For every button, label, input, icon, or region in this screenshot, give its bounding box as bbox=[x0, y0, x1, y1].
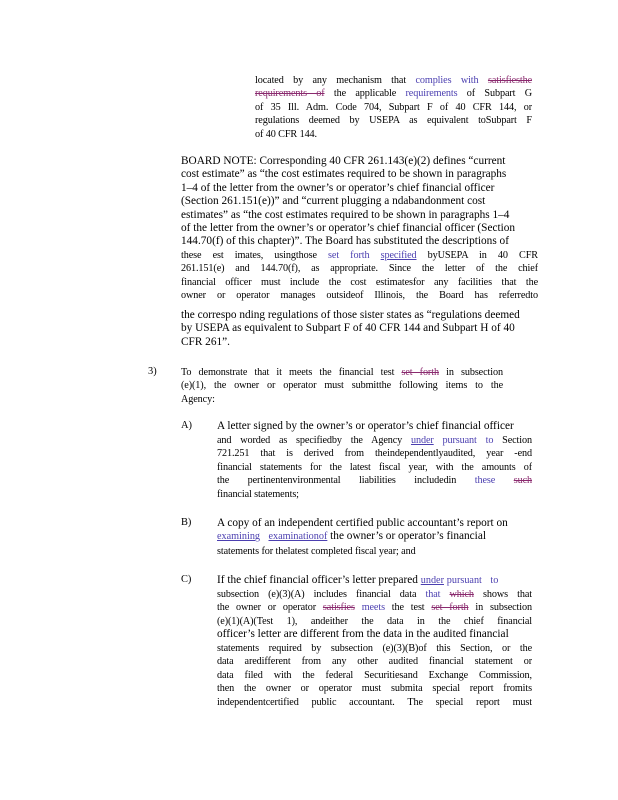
board-note bbox=[181, 155, 538, 249]
deleted-text: set forth bbox=[401, 367, 439, 378]
text-line: (Section 261.151(e))” and “current plugging a ndabandonment cost bbox=[181, 195, 486, 208]
item-c-rest bbox=[217, 642, 532, 709]
text-line: the owner or operator satisfies meets the test set forth in subsection bbox=[217, 602, 532, 614]
item-c-first-line bbox=[217, 574, 532, 587]
text-line: independentcertified public accountant. The special report must bbox=[217, 696, 532, 708]
item-label: A) bbox=[181, 420, 192, 431]
text-line: of 35 Ill. Adm. Code 704, Subpart F of 40 CFR 144, or bbox=[255, 101, 532, 113]
inserted-text: examining bbox=[217, 531, 261, 543]
text-line: financial statements for the latest fiscal year, with the amounts of bbox=[217, 461, 532, 473]
text-line: data aredifferent from any other audited financial statement or bbox=[217, 656, 532, 668]
inserted-text: that bbox=[425, 589, 441, 600]
text-line: A copy of an independent certified public accountant’s report on bbox=[217, 517, 508, 529]
text-line: examining examinationof the owner’s or operator’s financial bbox=[217, 530, 486, 543]
inserted-text: examinationof bbox=[268, 531, 328, 543]
item-b-last-line bbox=[217, 545, 532, 558]
inserted-text: under bbox=[410, 435, 434, 446]
deleted-text: such bbox=[513, 475, 532, 487]
inserted-text: meets bbox=[354, 602, 385, 614]
inserted-text: specified bbox=[380, 250, 417, 261]
deleted-text: which bbox=[449, 589, 474, 600]
inserted-text: complies with bbox=[415, 75, 479, 86]
text-line: the pertinentenvironmental liabilities includedin these such bbox=[217, 475, 532, 487]
text-line: CFR 261”. bbox=[181, 335, 230, 348]
inserted-text: pursuant bbox=[446, 575, 482, 586]
inserted-text: requirements bbox=[405, 88, 458, 100]
text-line: (e)(1)(A)(Test 1), andeither the data in the chief financial bbox=[217, 615, 532, 627]
inserted-text: to bbox=[490, 575, 499, 586]
text-line: located by any mechanism that complies with satisfiesthe bbox=[255, 75, 532, 86]
text-line: A letter signed by the owner’s or operator’s chief financial officer bbox=[217, 420, 514, 432]
text-line: requirements of the applicable requirements of Subpart G bbox=[255, 88, 532, 100]
item-a-text bbox=[217, 434, 532, 501]
text-line: of the letter from the owner’s or operator’s chief financial officer (Section bbox=[181, 222, 516, 235]
text-line: subsection (e)(3)(A) includes financial data that which shows that bbox=[217, 589, 532, 600]
item-label: C) bbox=[181, 574, 192, 585]
deleted-text: set forth bbox=[431, 602, 469, 614]
deleted-text: requirements of bbox=[255, 88, 325, 100]
text-line: statements required by subsection (e)(3)(B)of this Section, or the bbox=[217, 643, 532, 654]
text-line: data filed with the federal Securitiesand Exchange Commission, bbox=[217, 669, 532, 681]
text-line: then the owner or operator must submita special report fromits bbox=[217, 683, 532, 695]
text-line: owner or operator manages outsideof Illinois, the Board has referredto bbox=[181, 290, 538, 302]
text-line: the correspo nding regulations of those sister states as “regulations deemed bbox=[181, 309, 520, 321]
item-label: B) bbox=[181, 517, 192, 528]
text-line: these est imates, usingthose set forth specified byUSEPA in 40 CFR bbox=[181, 250, 538, 261]
inserted-text: these bbox=[474, 475, 496, 487]
text-line: statements for thelatest completed fiscal year; and bbox=[217, 546, 416, 557]
inserted-text: to bbox=[485, 435, 494, 446]
text-line: officer’s letter are different from the data in the audited financial bbox=[217, 628, 509, 640]
item-b-text bbox=[217, 517, 532, 544]
text-line: by USEPA as equivalent to Subpart F of 40 CFR 144 and Subpart H of 40 bbox=[181, 322, 515, 335]
text-line: To demonstrate that it meets the financial test set forth in subsection bbox=[181, 367, 503, 378]
item-c-text bbox=[217, 588, 532, 628]
text-line: 721.251 that is derived from theindependentlyaudited, year -end bbox=[217, 448, 532, 460]
text-line: 144.70(f) of this chapter)”. The Board has substituted the descriptions of bbox=[181, 235, 509, 248]
text-line: 261.151(e) and 144.70(f), as appropriate. Since the letter of the chief bbox=[181, 263, 538, 275]
item-number: 3) bbox=[148, 366, 157, 377]
board-note-end bbox=[181, 309, 538, 349]
item-a-first-line bbox=[217, 420, 532, 433]
text-line: financial officer must include the cost estimatesfor any facilities that the bbox=[181, 276, 538, 288]
inserted-text: set forth bbox=[328, 250, 370, 261]
deleted-text: satisfies bbox=[322, 602, 355, 614]
text-line: cost estimate” as “the cost estimates required to be shown in paragraphs bbox=[181, 168, 507, 181]
inserted-text: under bbox=[420, 575, 444, 586]
deleted-text: satisfiesthe bbox=[487, 75, 532, 86]
paragraph-located bbox=[255, 74, 532, 141]
text-line: If the chief financial officer’s letter prepared under pursuant to bbox=[217, 574, 499, 586]
item-3-text bbox=[181, 366, 503, 406]
board-note-condensed bbox=[181, 249, 538, 303]
text-line: BOARD NOTE: Corresponding 40 CFR 261.143(e)(2) defines “current bbox=[181, 155, 506, 167]
text-line: of 40 CFR 144. bbox=[255, 128, 317, 140]
text-line: regulations deemed by USEPA as equivalent toSubpart F bbox=[255, 115, 532, 127]
text-line: 1–4 of the letter from the owner’s or operator’s chief financial officer bbox=[181, 181, 495, 194]
text-line: and worded as specifiedby the Agency under pursuant to Section bbox=[217, 435, 532, 446]
item-c-mid-line bbox=[217, 628, 532, 641]
text-line: Agency: bbox=[181, 393, 215, 405]
text-line: (e)(1), the owner or operator must submitthe following items to the bbox=[181, 380, 503, 392]
text-line: financial statements; bbox=[217, 488, 299, 500]
text-line: estimates” as “the cost estimates required to be shown in paragraphs 1–4 bbox=[181, 208, 510, 221]
inserted-text: pursuant bbox=[442, 435, 477, 446]
